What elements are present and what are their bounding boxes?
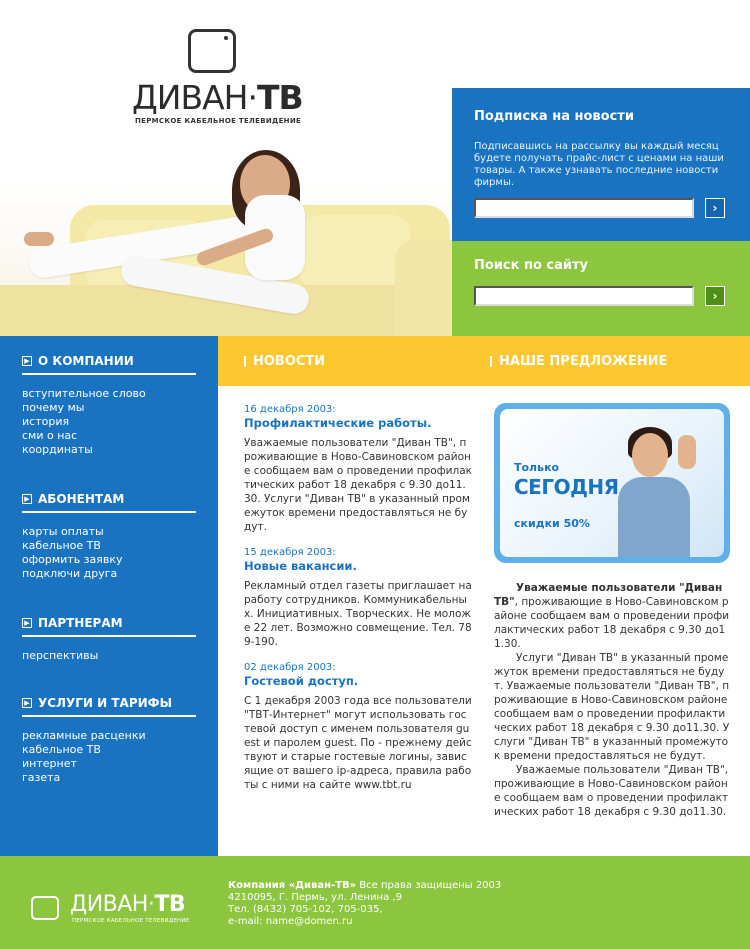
nav-link[interactable]: кабельное ТВ [22, 539, 101, 552]
tv-logo-icon[interactable] [188, 29, 236, 73]
nav-section-title[interactable]: ▶ АБОНЕНТАМ [22, 492, 196, 513]
search-submit-button[interactable] [705, 286, 725, 306]
news-list [244, 404, 472, 805]
nav-section-services [22, 696, 196, 785]
arrow-right-icon: › [712, 289, 718, 303]
banner-person-body [618, 477, 690, 557]
nav-link[interactable]: карты оплаты [22, 525, 104, 538]
girl-foot [24, 232, 54, 246]
logo-tagline: ПЕРМСКОЕ КАБЕЛЬНОЕ ТЕЛЕВИДЕНИЕ [135, 117, 302, 125]
arrow-right-icon: ▶ [22, 698, 32, 708]
offer-paragraph: Уважаемые пользователи "Диван ТВ", проживающие в Ново-Савиновском районе сообщаем вам о проведении профилактических работ 18 декабря с 9.30 до11.30. [494, 764, 729, 818]
nav-link[interactable]: вступительное слово [22, 387, 146, 400]
news-item [244, 547, 472, 649]
footer-address: 4210095, Г. Пермь, ул. Ленина ,9 [228, 892, 402, 903]
footer-logo-tagline: ПЕРМСКОЕ КАБЕЛЬНОЕ ТЕЛЕВИДЕНИЕ [72, 918, 190, 924]
news-title-link[interactable]: Новые вакансии. [244, 559, 357, 573]
nav-link[interactable]: история [22, 415, 70, 428]
arrow-right-icon: › [712, 201, 718, 215]
offer-paragraph: Уважаемые пользователи "Диван ТВ", проживающие в Ново-Савиновском районе сообщаем вам о проведении профилактических работ 18 декабря с 9.30 до11.30. [494, 582, 730, 650]
footer-email[interactable]: e-mail: name@domen.ru [228, 916, 353, 927]
nav-section-title[interactable]: ▶ О КОМПАНИИ [22, 354, 196, 375]
nav-section-title[interactable]: ▶ УСЛУГИ И ТАРИФЫ [22, 696, 196, 717]
thumbs-up-icon [678, 435, 696, 469]
nav-section-title[interactable]: ▶ ПАРТНЕРАМ [22, 616, 196, 637]
news-text: Рекламный отдел газеты приглашает на работу сотрудников. Коммуникабельных. Инициативных. Творческих. Не моложе 22 лет. Возможно совмещение. Тел. 789-190. [244, 580, 472, 648]
promo-banner[interactable] [494, 403, 730, 563]
offer-heading: НАШЕ ПРЕДЛОЖЕНИЕ [490, 354, 668, 369]
arrow-right-icon: ▶ [22, 494, 32, 504]
banner-discount-text: скидки 50% [514, 517, 590, 530]
news-text: Уважаемые пользователи "Диван ТВ", проживающие в Ново-Савиновском районе сообщаем вам о проведении профилактических работ 18 декабря с 9.30 до11.30. Услуги "Диван ТВ" в указанный промежуток времени предоставляться не будут. [244, 437, 472, 533]
subscribe-submit-button[interactable] [705, 198, 725, 218]
subscribe-panel [452, 88, 750, 241]
news-title-link[interactable]: Профилактические работы. [244, 416, 432, 430]
arrow-right-icon: ▶ [22, 618, 32, 628]
news-date: 15 декабря 2003: [244, 547, 336, 558]
sofa-arm [395, 240, 452, 336]
nav-link[interactable]: кабельное ТВ [22, 743, 101, 756]
nav-link[interactable]: перспективы [22, 649, 99, 662]
news-title-link[interactable]: Гостевой доступ. [244, 674, 359, 688]
search-panel [452, 241, 750, 336]
news-item [244, 662, 472, 792]
footer-info [228, 880, 501, 928]
banner-person-face [632, 433, 668, 477]
nav-section-about [22, 354, 196, 457]
hero-photo [0, 0, 452, 336]
footer-copyright: Компания «Диван-ТВ» Все права защищены 2003 [228, 880, 502, 891]
subscribe-form [474, 198, 725, 218]
subscribe-email-input[interactable] [474, 198, 694, 218]
nav-link[interactable]: газета [22, 771, 61, 784]
news-heading: НОВОСТИ [244, 354, 325, 369]
nav-link[interactable]: оформить заявку [22, 553, 123, 566]
nav-section-partners [22, 616, 196, 663]
banner-today-text: СЕГОДНЯ [514, 475, 619, 499]
footer-logo[interactable]: ДИВАН·ТВ [70, 892, 186, 917]
subscribe-text: Подписавшись на рассылку вы каждый месяц будете получать прайс-лист с ценами на наши товары. А также узнавать последние новости фирмы. [474, 141, 724, 188]
search-form [474, 286, 725, 306]
nav-section-subscribers [22, 492, 196, 581]
arrow-right-icon: ▶ [22, 356, 32, 366]
footer-phone: Тел. (8432) 705-102, 705-035, [228, 904, 383, 915]
search-input[interactable] [474, 286, 694, 306]
subscribe-title: Подписка на новости [474, 109, 634, 124]
nav-link[interactable]: сми о нас [22, 429, 78, 442]
nav-link[interactable]: подключи друга [22, 567, 118, 580]
news-date: 02 декабря 2003: [244, 662, 336, 673]
news-date: 16 декабря 2003: [244, 404, 336, 415]
nav-link[interactable]: интернет [22, 757, 77, 770]
offer-paragraph: Услуги "Диван ТВ" в указанный промежуток времени предоставляться не будут. Уважаемые пользователи "Диван ТВ", проживающие в Ново-Савиновском районе сообщаем вам о проведении профилактических работ 18 декабря с 9.30 до11.30. Услуги "Диван ТВ" в указанный промежуток времени предоставляться не будут. [494, 652, 730, 762]
banner-only-text: Только [514, 461, 560, 474]
nav-link[interactable]: почему мы [22, 401, 85, 414]
nav-link[interactable]: координаты [22, 443, 93, 456]
offer-section [494, 403, 730, 819]
search-title: Поиск по сайту [474, 258, 589, 273]
offer-text [494, 581, 730, 819]
news-text: С 1 декабря 2003 года все пользователи "ТВТ-Интернет" могут использовать гостевой доступ с именем пользователя guest и паролем guest. По - прежнему действуют и старые гостевые логины, зависящие от вашего ip-адреса, правила работы с ними на сайте www.tbt.ru [244, 695, 472, 791]
site-logo[interactable]: ДИВАН·ТВ [132, 78, 303, 117]
news-item [244, 404, 472, 534]
sofa-cushion [300, 215, 410, 290]
tv-logo-icon [31, 896, 59, 920]
nav-link[interactable]: рекламные расценки [22, 729, 146, 742]
footer [0, 856, 750, 949]
